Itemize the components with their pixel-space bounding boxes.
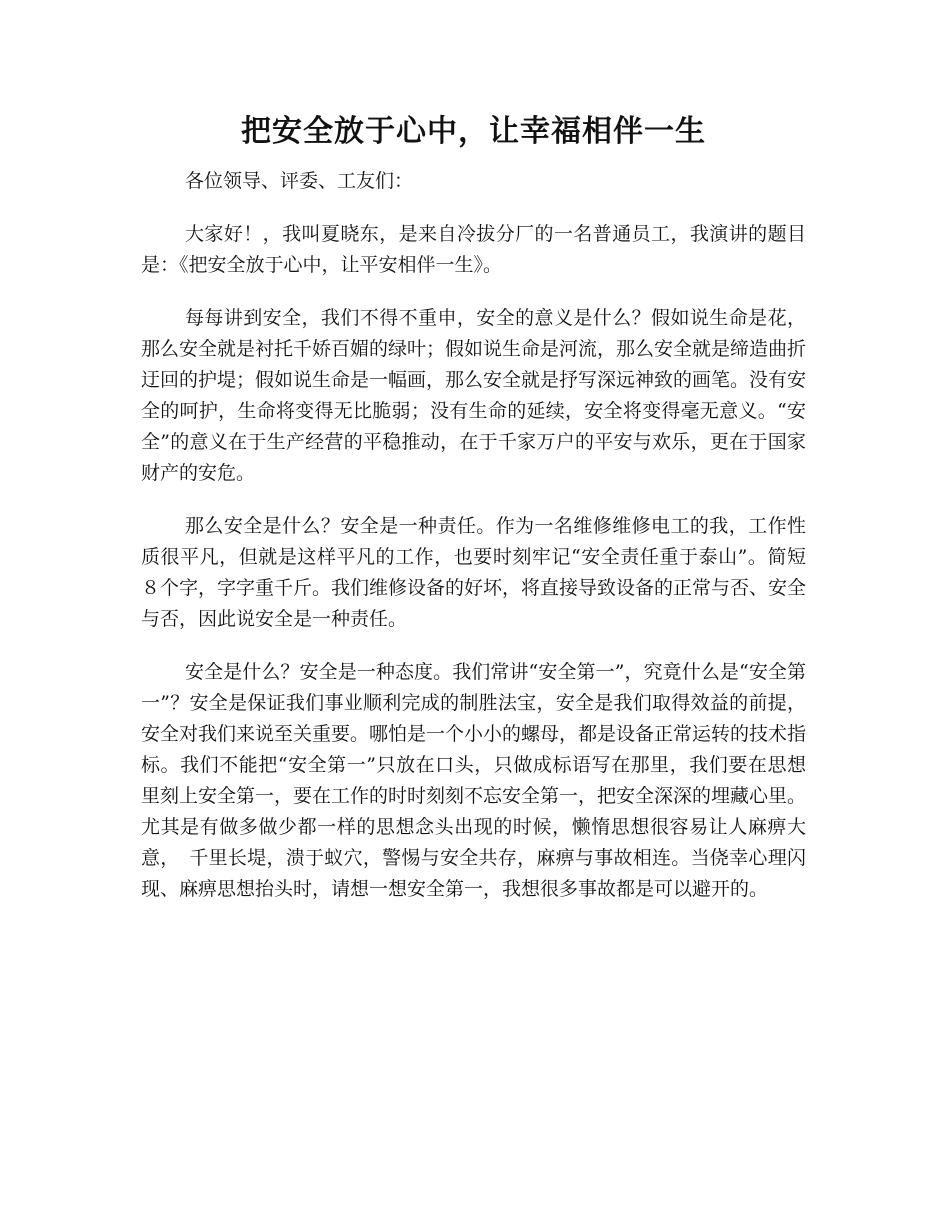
paragraph-safety-is-attitude: 安全是什么？安全是一种态度。我们常讲“安全第一”，究竟什么是“安全第一”？安全是保证我们事业顺利完成的制胜法宝，安全是我们取得效益的前提，安全对我们来说至关重要。哪怕是一个小小的螺母，都是设备正常运转的技术指标。我们不能把“安全第一”只放在口头，只做成标语写在那里，我们要在思想里刻上安全第一，要在工作的时时刻刻不忘安全第一，把安全深深的埋藏心里。尤其是有做多做少都一样的思想念头出现的时候，懒惰思想很容易让人麻痹大意， 千里长堤，溃于蚁穴，警惕与安全共存，麻痹与事故相连。当侥幸心理闪现、麻痹思想抬头时，请想一想安全第一，我想很多事故都是可以避开的。 [141, 661, 807, 900]
paragraph-safety-is-responsibility: 那么安全是什么？安全是一种责任。作为一名维修维修电工的我，工作性质很平凡，但就是这样平凡的工作，也要时刻牢记“安全责任重于泰山”。简短８个字，字字重千斤。我们维修设备的好坏，将直接导致设备的正常与否、安全与否，因此说安全是一种责任。 [141, 515, 807, 630]
paragraph-meaning-of-safety: 每每讲到安全，我们不得不重申，安全的意义是什么？假如说生命是花，那么安全就是衬托千娇百媚的绿叶；假如说生命是河流，那么安全就是缔造曲折迂回的护堤；假如说生命是一幅画，那么安全就是抒写深远神致的画笔。没有安全的呵护，生命将变得无比脆弱；没有生命的延续，安全将变得毫无意义。“安全”的意义在于生产经营的平稳推动，在于千家万户的平安与欢乐，更在于国家财产的安危。 [141, 307, 807, 484]
paragraph-introduction: 大家好！，我叫夏晓东，是来自冷拔分厂的一名普通员工，我演讲的题目是：《把安全放于心中，让平安相伴一生》。 [141, 223, 806, 276]
document-title: 把安全放于心中，让幸福相伴一生 [241, 114, 706, 149]
greeting-line: 各位领导、评委、工友们： [185, 170, 414, 192]
document-body [141, 112, 806, 905]
